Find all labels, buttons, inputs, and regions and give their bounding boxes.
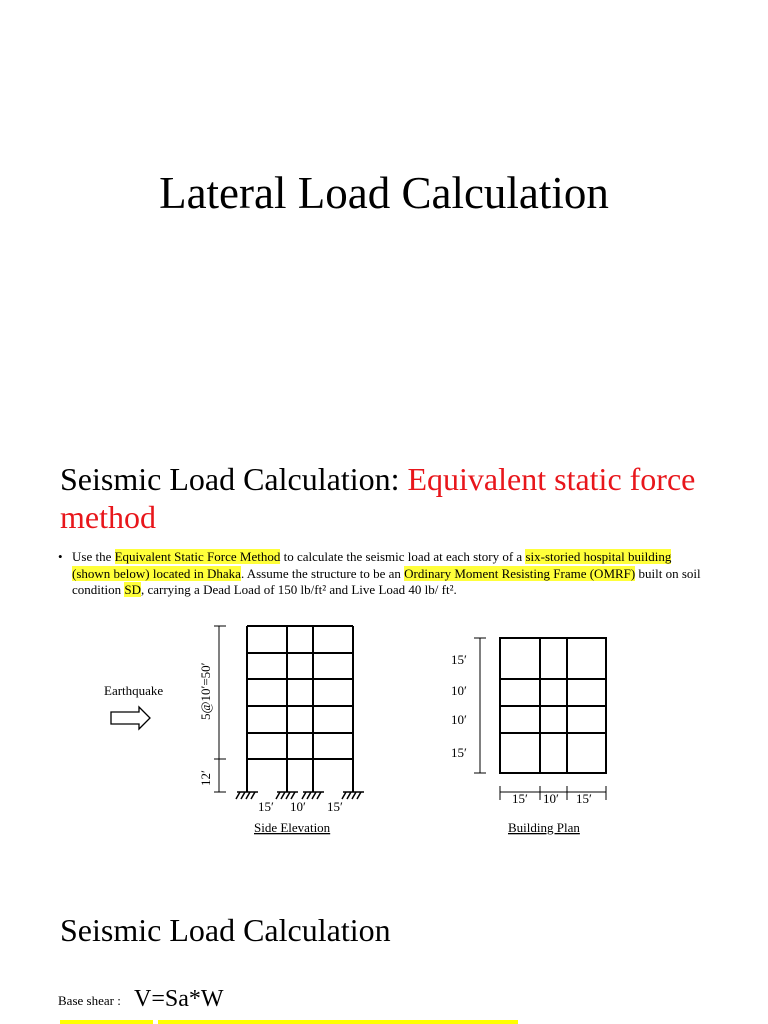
side-elevation-caption: Side Elevation [254,820,331,835]
text-run: to calculate the seismic load at each story of a [280,549,526,564]
plan-dim-left-2: 10′ [451,683,467,698]
elev-dim-bay3: 15′ [327,799,343,814]
heading-red-part: Equivalent static force method [60,461,696,535]
highlight-soil: SD [124,582,141,597]
structure-figure [0,600,768,850]
plan-dim-bottom-3: 15′ [576,791,592,806]
highlight-method: Equivalent Static Force Method [114,549,281,564]
highlight-omrf: Ordinary Moment Resisting Frame (OMRF) [404,565,636,581]
plan-dim-left-3: 10′ [451,712,467,727]
slide-title: Lateral Load Calculation [159,168,609,218]
section-heading-seismic-calc: Seismic Load Calculation [60,912,391,948]
plan-dim-bottom-2: 10′ [543,791,559,806]
base-shear-label: Base shear : [58,993,121,1008]
highlight-building: six-storied hospital building (shown below) located in Dhaka [72,549,672,581]
plan-dim-left-4: 15′ [451,745,467,760]
highlight-strip [60,1020,153,1024]
earthquake-arrow-icon [111,707,150,729]
vertical-dim-lower: 12′ [198,770,213,786]
side-elevation-frame [247,626,353,792]
elev-dim-bay2: 10′ [290,799,306,814]
highlight-strip [158,1020,518,1024]
text-run: built on soil condition [72,565,701,597]
heading-black-part: Seismic Load Calculation: [60,461,408,497]
vertical-dim-upper: 5@10′=50′ [198,662,213,720]
plan-dim-left-1: 15′ [451,652,467,667]
elevation-dimension-line [214,626,226,792]
building-plan-caption: Building Plan [508,820,580,835]
building-plan-grid [500,638,606,773]
earthquake-label: Earthquake [104,683,164,698]
elev-dim-bay1: 15′ [258,799,274,814]
fixed-supports [236,792,364,799]
plan-dim-bottom-1: 15′ [512,791,528,806]
text-run: Use the [72,549,115,564]
base-shear-formula: V=Sa*W [134,986,224,1012]
problem-statement [58,549,708,599]
text-run: , carrying a Dead Load of 150 lb/ft² and Live Load 40 lb/ ft². [140,582,457,597]
text-run: . Assume the structure to be an [240,565,405,581]
section-heading-seismic [60,460,768,536]
bullet-marker: • [58,549,63,564]
